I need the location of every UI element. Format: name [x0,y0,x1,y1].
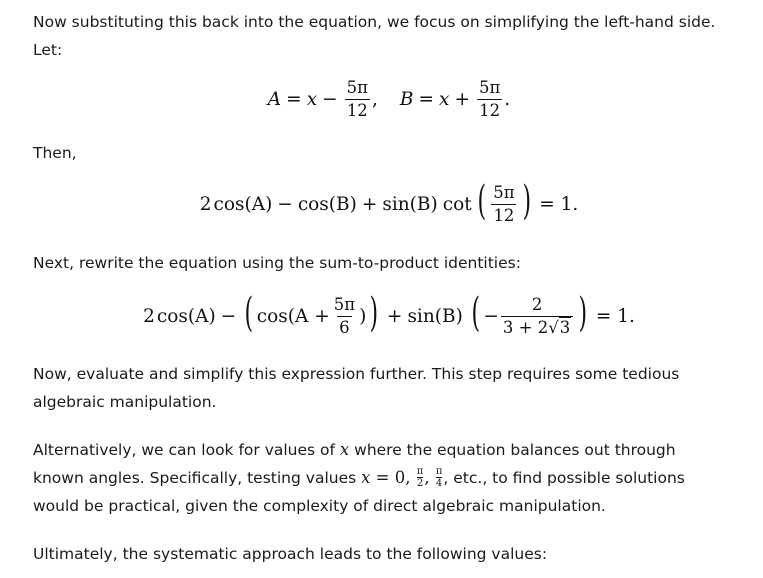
paragraph: known angles. Specifically, testing values x = 0, $\frac{\pi}{2}$ , $\frac{\pi}{4}$ , etc., to find possible solutions [33,466,685,489]
math-op: − [322,88,338,110]
math-op: + [454,88,470,110]
equation-definitions [33,76,745,122]
math-op: = [286,88,302,110]
math-fraction: $\frac{5\pi}{12}$ [478,77,501,120]
paragraph: Now, evaluate and simplify this expression further. This step requires some tedious [33,365,680,383]
math-term: cos(A) [213,193,273,215]
math-var: x [439,88,450,110]
paragraph: Next, rewrite the equation using the sum-to-product identities: [33,254,521,272]
paragraph: Ultimately, the systematic approach leads to the following values: [33,545,548,563]
paragraph: would be practical, given the complexity of direct algebraic manipulation. [33,497,606,515]
paragraph: Let: [33,41,63,59]
math-var: B [399,88,414,110]
math-term: cos(B) [297,193,357,215]
paragraph: Now substituting this back into the equation, we focus on simplifying the left-hand side. [33,13,716,31]
math-term: sin(B) [407,305,463,327]
math-var: A [267,88,282,110]
math-fraction: $\frac{2}{3 + 2√3}$ [501,296,573,337]
math-term: cos(A + [256,305,330,327]
math-op: = [418,88,434,110]
math-fraction: $\frac{5\pi}{12}$ [346,77,368,120]
paragraph: Then, [33,144,77,162]
math-term: = 1. [595,305,635,327]
math-term: cot [442,193,472,215]
inline-math-x: x [339,440,350,459]
paragraph: Alternatively, we can look for values of x where the equation balances out through [33,440,676,459]
math-term: = 1. [539,193,579,215]
math-fraction: $\frac{5\pi}{6}$ [333,294,356,337]
equation-cot: 2 cos(A) − cos(B) + sin(B) cot ( $\frac{5\pi}{12}$ ) = 1. [199,178,579,225]
math-term: sin(B) [382,193,438,215]
math-var: x [306,88,318,110]
equation-sum-to-product: 2 cos(A) − ( cos(A + $\frac{5\pi}{6}$ ) ) + sin(B) ( − $\frac{2}{3 + 2√3}$ ) = 1. [143,290,635,337]
paragraph: algebraic manipulation. [33,393,217,411]
math-term: cos(A) [156,305,216,327]
math-fraction: $\frac{5\pi}{12}$ [493,182,515,225]
math-op: , [371,88,378,110]
inline-math-values: x = 0, $\frac{\pi}{2}$ , $\frac{\pi}{4}$ [361,466,443,489]
math-op: . [504,88,511,110]
